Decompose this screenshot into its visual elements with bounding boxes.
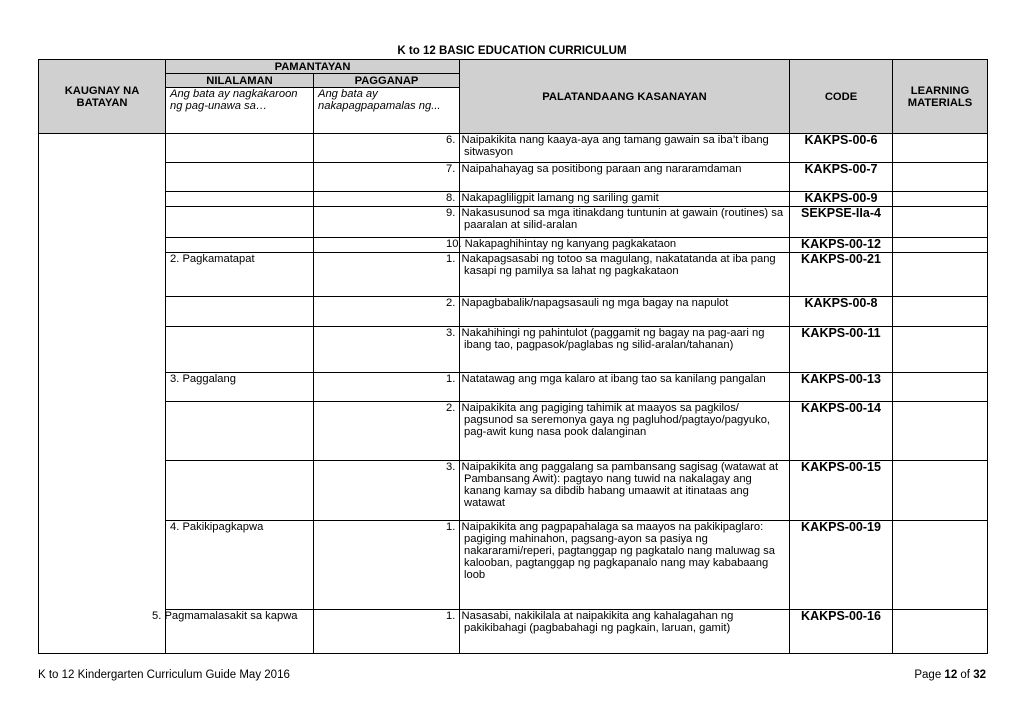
learning-materials-cell — [893, 327, 988, 373]
header-nilalaman: NILALAMAN — [166, 74, 314, 88]
code-cell: KAKPS-00-11 — [790, 327, 893, 373]
pagganap-cell — [314, 610, 460, 654]
skill-cell: 6. Naipakikita nang kaaya-aya ang tamang gawain sa iba’t ibang sitwasyon — [460, 134, 790, 163]
nilalaman-cell — [166, 163, 314, 192]
pagganap-cell — [314, 253, 460, 297]
pagganap-cell — [314, 134, 460, 163]
nilalaman-cell — [166, 297, 314, 327]
table-row — [39, 373, 988, 402]
table-row — [39, 610, 988, 654]
pagganap-cell — [314, 402, 460, 461]
learning-materials-cell — [893, 253, 988, 297]
footer-page-number: Page 12 of 32 — [914, 669, 986, 681]
learning-materials-cell — [893, 163, 988, 192]
current-page: 12 — [944, 669, 958, 681]
nilalaman-cell: 4. Pakikipagkapwa — [166, 521, 314, 610]
skill-cell: 1. Natatawag ang mga kalaro at ibang tao sa kanilang pangalan — [460, 373, 790, 402]
pagganap-cell — [314, 521, 460, 610]
nilalaman-cell — [166, 238, 314, 253]
code-cell: KAKPS-00-19 — [790, 521, 893, 610]
table-row — [39, 163, 988, 192]
code-cell: KAKPS-00-12 — [790, 238, 893, 253]
table-row — [39, 134, 988, 163]
nilalaman-cell — [166, 402, 314, 461]
total-pages: 32 — [973, 669, 986, 681]
skill-cell: 7. Naipahahayag sa positibong paraan ang nararamdaman — [460, 163, 790, 192]
learning-materials-cell — [893, 373, 988, 402]
learning-materials-cell — [893, 134, 988, 163]
nilalaman-cell — [166, 461, 314, 521]
skill-cell: 3. Nakahihingi ng pahintulot (paggamit ng bagay na pag-aari ng ibang tao, pagpasok/paglabas ng silid-aralan/tahanan) — [460, 327, 790, 373]
skill-cell: 2. Napagbabalik/napagsasauli ng mga bagay na napulot — [460, 297, 790, 327]
learning-materials-cell — [893, 297, 988, 327]
nilalaman-cell — [166, 327, 314, 373]
code-cell: SEKPSE-IIa-4 — [790, 207, 893, 238]
skill-cell: 2. Naipakikita ang pagiging tahimik at maayos sa pagkilos/ pagsunod sa seremonya gaya ng pagluhod/pagtayo/pagyuko, pag-awit kung nasa pook dalanginan — [460, 402, 790, 461]
table-row — [39, 207, 988, 238]
footer-guide-label: K to 12 Kindergarten Curriculum Guide May 2016 — [38, 669, 290, 681]
document-title: K to 12 BASIC EDUCATION CURRICULUM — [397, 45, 627, 57]
skill-cell: 8. Nakapagliligpit lamang ng sariling gamit — [460, 192, 790, 207]
nilalaman-cell — [166, 207, 314, 238]
nilalaman-cell: 5. Pagmamalasakit sa kapwa — [166, 610, 314, 654]
learning-materials-cell — [893, 192, 988, 207]
pagganap-cell — [314, 327, 460, 373]
table-row — [39, 192, 988, 207]
header-kaugnay: KAUGNAY NA BATAYAN — [39, 60, 166, 134]
code-cell: KAKPS-00-16 — [790, 610, 893, 654]
code-cell: KAKPS-00-13 — [790, 373, 893, 402]
learning-materials-cell — [893, 402, 988, 461]
pagganap-cell — [314, 373, 460, 402]
skill-cell: 1. Nakapagsasabi ng totoo sa magulang, nakatatanda at iba pang kasapi ng pamilya sa lahat ng pagkakataon — [460, 253, 790, 297]
pagganap-cell — [314, 163, 460, 192]
header-learning-materials: LEARNING MATERIALS — [893, 60, 988, 134]
learning-materials-cell — [893, 207, 988, 238]
nilalaman-cell — [166, 134, 314, 163]
code-cell: KAKPS-00-15 — [790, 461, 893, 521]
pagganap-cell — [314, 207, 460, 238]
table-row — [39, 297, 988, 327]
header-pagganap: PAGGANAP — [314, 74, 460, 88]
pagganap-cell — [314, 461, 460, 521]
skill-cell: 3. Naipakikita ang paggalang sa pambansang sagisag (watawat at Pambansang Awit): pagtayo nang tuwid na nakalagay ang kanang kamay sa dibdib habang umaawit at itinataas ang watawat — [460, 461, 790, 521]
learning-materials-cell — [893, 610, 988, 654]
table-row — [39, 327, 988, 373]
header-palatandaan: PALATANDAANG KASANAYAN — [460, 60, 790, 134]
header-code: CODE — [790, 60, 893, 134]
nilalaman-cell: 3. Paggalang — [166, 373, 314, 402]
nilalaman-cell — [166, 192, 314, 207]
skill-cell: 9. Nakasusunod sa mga itinakdang tuntunin at gawain (routines) sa paaralan at silid-aralan — [460, 207, 790, 238]
learning-materials-cell — [893, 238, 988, 253]
table-row — [39, 521, 988, 610]
skill-cell: 10. Nakapaghihintay ng kanyang pagkakataon — [460, 238, 790, 253]
code-cell: KAKPS-00-7 — [790, 163, 893, 192]
code-cell: KAKPS-00-8 — [790, 297, 893, 327]
skill-cell: 1. Nasasabi, nakikilala at naipakikita ang kahalagahan ng pakikibahagi (pagbabahagi ng pagkain, laruan, gamit) — [460, 610, 790, 654]
learning-materials-cell — [893, 461, 988, 521]
header-pamantayan: PAMANTAYAN — [166, 60, 460, 74]
code-cell: KAKPS-00-9 — [790, 192, 893, 207]
skill-cell: 1. Naipakikita ang pagpapahalaga sa maayos na pakikipaglaro: pagiging mahinahon, pagsang-ayon sa pasiya ng nakararami/reperi, pagtanggap ng pagkatalo nang maluwag sa kalooban, pagtanggap ng pagkapanalo nang may kababaang loob — [460, 521, 790, 610]
nilalaman-cell: 2. Pagkamatapat — [166, 253, 314, 297]
learning-materials-cell — [893, 521, 988, 610]
table-row — [39, 402, 988, 461]
curriculum-table — [38, 59, 988, 654]
header-pagganap-sub: Ang bata ay nakapagpapamalas ng... — [314, 88, 460, 134]
table-row — [39, 253, 988, 297]
header-nilalaman-sub: Ang bata ay nagkakaroon ng pag-unawa sa… — [166, 88, 314, 134]
code-cell: KAKPS-00-6 — [790, 134, 893, 163]
code-cell: KAKPS-00-21 — [790, 253, 893, 297]
pagganap-cell — [314, 297, 460, 327]
code-cell: KAKPS-00-14 — [790, 402, 893, 461]
table-row — [39, 461, 988, 521]
kaugnay-cell — [39, 134, 166, 654]
table-row — [39, 238, 988, 253]
pagganap-cell — [314, 192, 460, 207]
pagganap-cell — [314, 238, 460, 253]
